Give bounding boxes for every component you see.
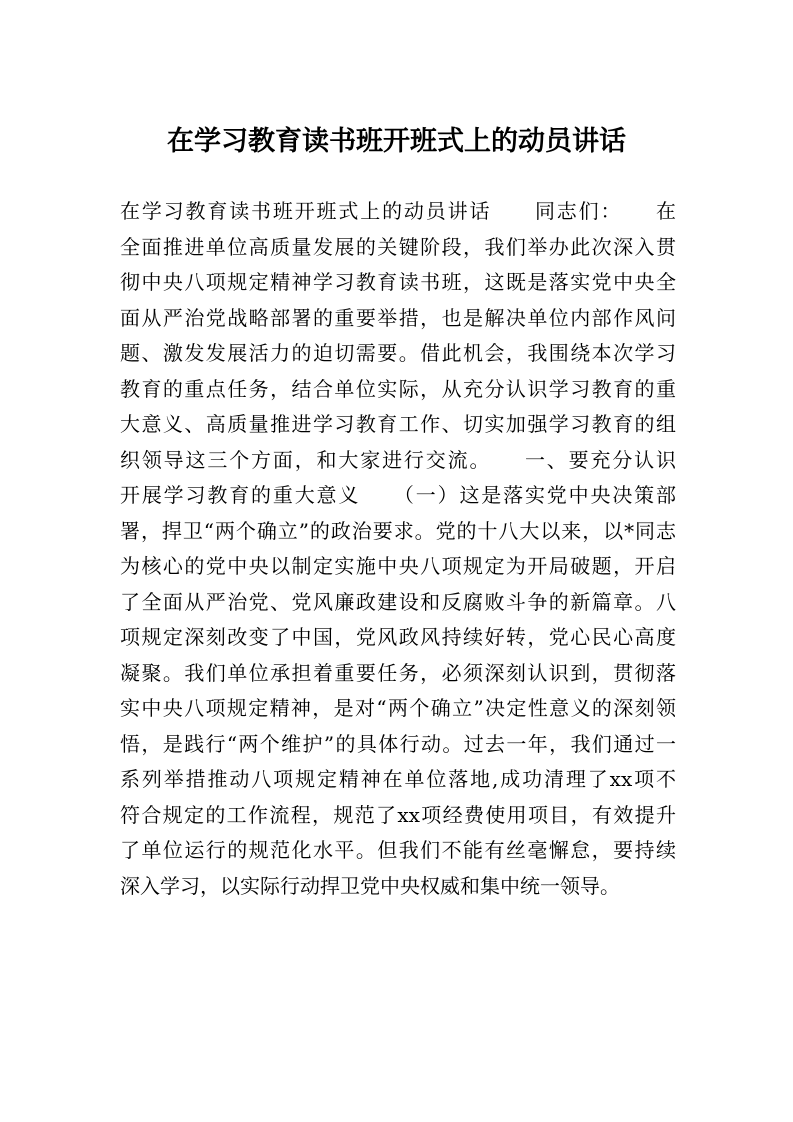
body-line: 署，捍卫“两个确立”的政治要求。党的十八大以来，以*同志: [120, 518, 676, 543]
body-line: 系列举措推动八项规定精神在单位落地,成功清理了xx项不: [120, 767, 676, 791]
body-line: 为核心的党中央以制定实施中央八项规定为开局破题，开启: [120, 554, 676, 578]
body-line: 符合规定的工作流程，规范了xx项经费使用项目，有效提升: [120, 802, 676, 827]
body-line: 实中央八项规定精神，是对“两个确立”决定性意义的深刻领: [120, 696, 676, 720]
body-line: 在学习教育读书班开班式上的动员讲话 同志们： 在: [120, 199, 676, 223]
body-line: 题、激发发展活力的迫切需要。借此机会，我围绕本次学习: [120, 341, 676, 365]
body-line: 悟，是践行“两个维护”的具体行动。过去一年，我们通过一: [120, 731, 676, 756]
body-line: 项规定深刻改变了中国，党风政风持续好转，党心民心高度: [120, 625, 676, 649]
body-line: 了单位运行的规范化水平。但我们不能有丝毫懈怠，要持续: [120, 838, 676, 862]
body-line: 凝聚。我们单位承担着重要任务，必须深刻认识到，贯彻落: [120, 660, 676, 685]
body-line: 面从严治党战略部署的重要举措，也是解决单位内部作风问: [120, 305, 676, 330]
body-line: 了全面从严治党、党风廉政建设和反腐败斗争的新篇章。八: [120, 589, 676, 614]
body-line: 彻中央八项规定精神学习教育读书班，这既是落实党中央全: [120, 270, 676, 294]
body-line: 深入学习，以实际行动捍卫党中央权威和集中统一领导。: [120, 873, 620, 898]
body-line: 教育的重点任务，结合单位实际，从充分认识学习教育的重: [120, 376, 676, 401]
body-line: 开展学习教育的重大意义 （一）这是落实党中央决策部: [120, 483, 676, 507]
body-line: 大意义、高质量推进学习教育工作、切实加强学习教育的组: [120, 412, 676, 436]
document-body: [120, 194, 676, 904]
body-line: 全面推进单位高质量发展的关键阶段，我们举办此次深入贯: [120, 234, 676, 259]
document-title: 在学习教育读书班开班式上的动员讲话: [167, 126, 626, 157]
body-line: 织领导这三个方面，和大家进行交流。 一、要充分认识: [120, 447, 676, 472]
